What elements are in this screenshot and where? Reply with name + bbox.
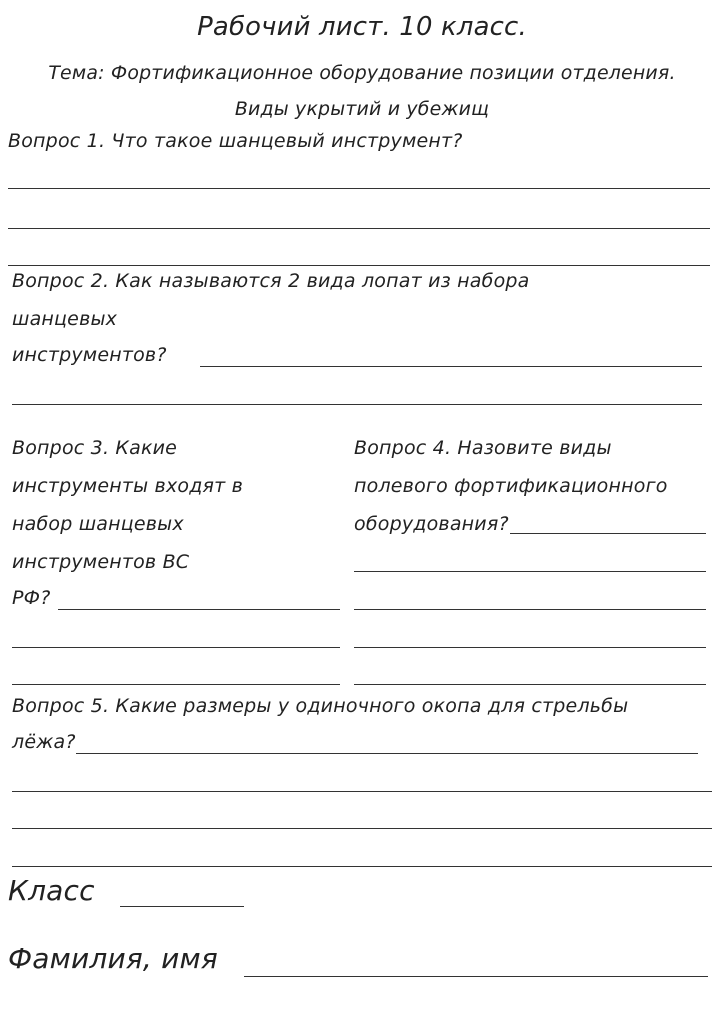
answer-line-q1-1[interactable] — [8, 188, 710, 189]
answer-line-q2-2[interactable] — [12, 404, 702, 405]
question-5-text-line-1: Вопрос 5. Какие размеры у одиночного окопа для стрельбы — [12, 695, 629, 717]
answer-line-q3-2[interactable] — [12, 647, 340, 648]
answer-line-q5-4[interactable] — [12, 866, 712, 867]
answer-line-q5-3[interactable] — [12, 828, 712, 829]
name-label: Фамилия, имя — [8, 942, 218, 975]
question-4-text-line-3: оборудования? — [354, 513, 509, 535]
question-2-text-line-1: Вопрос 2. Как называются 2 вида лопат из набора — [12, 270, 530, 292]
question-1-text: Вопрос 1. Что такое шанцевый инструмент? — [8, 130, 463, 152]
question-3-text-line-4: инструментов ВС — [12, 551, 190, 573]
question-3-text-line-2: инструменты входят в — [12, 475, 244, 497]
class-label: Класс — [8, 874, 95, 907]
answer-line-q4-3[interactable] — [354, 609, 706, 610]
answer-line-q1-2[interactable] — [8, 228, 710, 229]
name-input-line[interactable] — [244, 976, 708, 977]
topic-line-2: Виды укрытий и убежищ — [234, 98, 490, 120]
answer-line-q2-1[interactable] — [200, 366, 702, 367]
answer-line-q4-5[interactable] — [354, 684, 706, 685]
question-3-text-line-1: Вопрос 3. Какие — [12, 437, 178, 459]
answer-line-q4-2[interactable] — [354, 571, 706, 572]
answer-line-q3-1[interactable] — [58, 609, 340, 610]
answer-line-q5-2[interactable] — [12, 791, 712, 792]
question-4-text-line-1: Вопрос 4. Назовите виды — [354, 437, 612, 459]
question-5-text-line-2: лёжа? — [12, 731, 76, 753]
question-3-text-line-5: РФ? — [12, 587, 51, 609]
answer-line-q3-3[interactable] — [12, 684, 340, 685]
topic-line-1: Тема: Фортификационное оборудование позиции отделения. — [48, 62, 676, 84]
worksheet-title: Рабочий лист. 10 класс. — [197, 12, 527, 42]
question-2-text-line-2: шанцевых — [12, 308, 118, 330]
answer-line-q5-1[interactable] — [76, 753, 698, 754]
question-3-text-line-3: набор шанцевых — [12, 513, 184, 535]
answer-line-q4-4[interactable] — [354, 647, 706, 648]
answer-line-q4-1[interactable] — [510, 533, 706, 534]
question-4-text-line-2: полевого фортификационного — [354, 475, 668, 497]
class-input-line[interactable] — [120, 906, 244, 907]
question-2-text-line-3: инструментов? — [12, 344, 167, 366]
answer-line-q1-3[interactable] — [8, 265, 710, 266]
